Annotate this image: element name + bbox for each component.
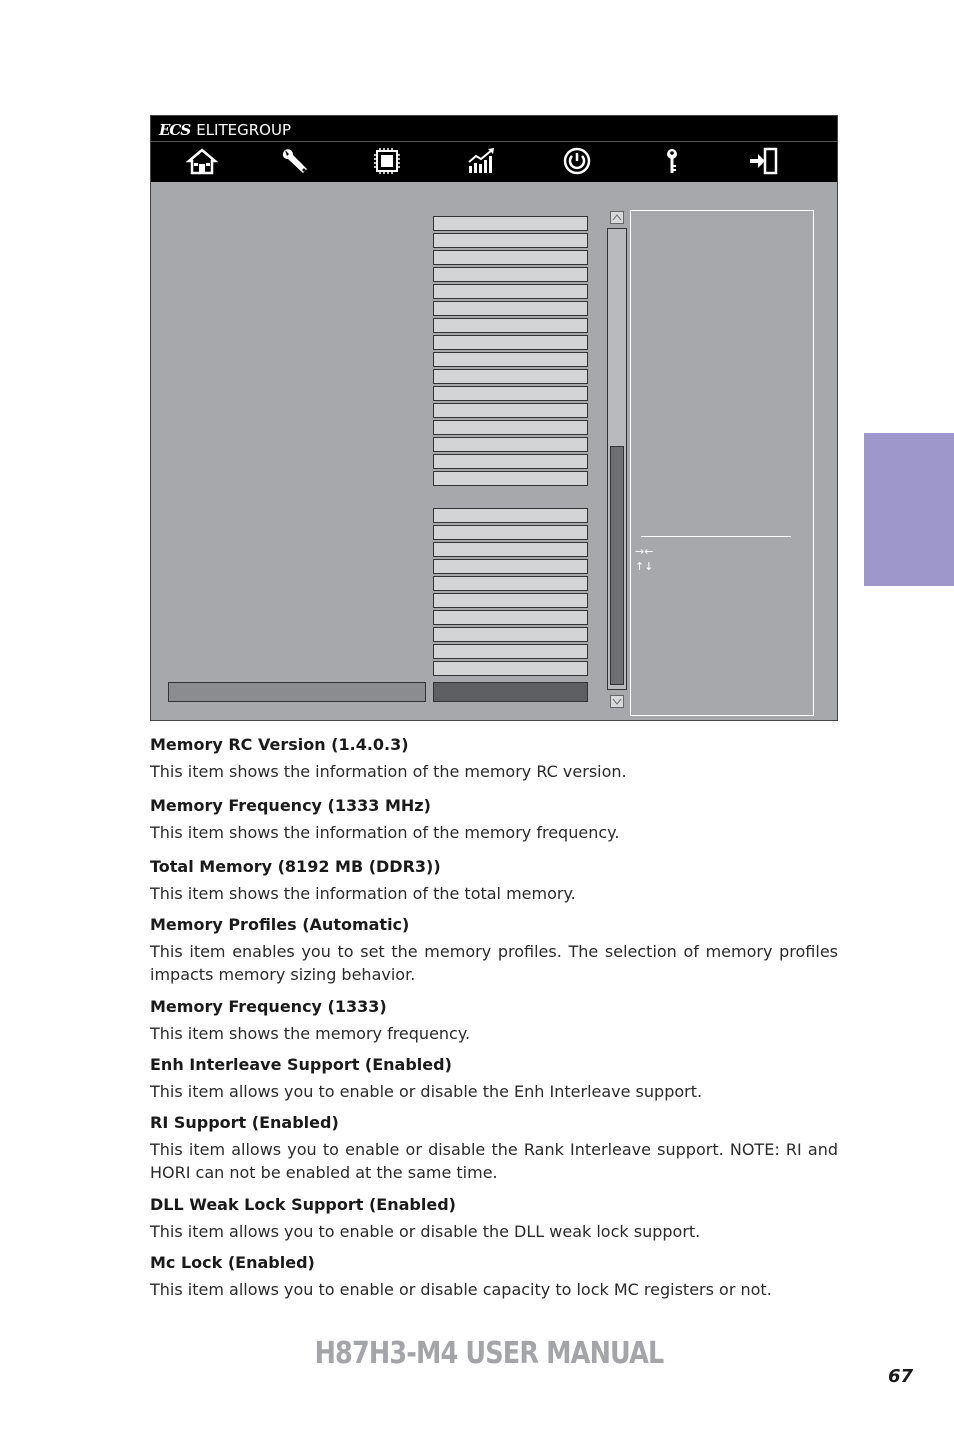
key-icon[interactable] xyxy=(656,146,688,176)
item-total-memory xyxy=(150,856,838,905)
bios-value-field xyxy=(433,420,588,435)
home-icon[interactable] xyxy=(186,146,218,176)
manual-title: H87H3-M4 USER MANUAL xyxy=(314,1336,664,1371)
item-body: This item shows the memory frequency. xyxy=(150,1024,471,1043)
bios-value-field xyxy=(433,284,588,299)
chip-icon[interactable] xyxy=(371,146,403,176)
bios-value-field[interactable] xyxy=(433,542,588,557)
bios-value-field xyxy=(433,301,588,316)
help-key-up-down: ↑↓ xyxy=(635,560,654,573)
item-title: Memory Frequency (1333 MHz) xyxy=(150,796,431,815)
wrench-icon[interactable] xyxy=(279,146,311,176)
item-body: This item shows the information of the total memory. xyxy=(150,884,576,903)
bios-value-field[interactable] xyxy=(433,610,588,625)
bios-screenshot xyxy=(150,115,838,721)
chapter-side-tab xyxy=(864,433,954,586)
bios-value-field xyxy=(433,318,588,333)
bios-value-field xyxy=(433,267,588,282)
item-memory-profiles xyxy=(150,914,838,986)
item-mc-lock xyxy=(150,1252,838,1301)
page-number: 67 xyxy=(888,1366,914,1387)
bios-value-field[interactable] xyxy=(433,576,588,591)
item-dll-weak-lock xyxy=(150,1194,838,1243)
item-ri-support xyxy=(150,1112,838,1184)
ecs-logo-text: ELITEGROUP xyxy=(196,121,291,139)
selected-item-value-bar[interactable] xyxy=(433,682,588,702)
bios-value-field[interactable] xyxy=(433,661,588,676)
help-key-left-right: →← xyxy=(635,545,654,558)
power-icon[interactable] xyxy=(561,146,593,176)
bios-value-field xyxy=(433,369,588,384)
ecs-logo xyxy=(159,120,291,140)
scroll-down-button[interactable] xyxy=(610,695,624,708)
item-enh-interleave xyxy=(150,1054,838,1103)
bios-value-field[interactable] xyxy=(433,627,588,642)
bios-value-field xyxy=(433,250,588,265)
scrollbar-thumb[interactable] xyxy=(610,446,624,685)
item-body: This item enables you to set the memory profiles. The selection of memory profiles impacts memory sizing behavior. xyxy=(150,942,838,984)
bios-value-field xyxy=(433,403,588,418)
header-divider xyxy=(151,141,837,142)
item-memory-frequency-info xyxy=(150,795,838,844)
item-body: This item shows the information of the memory frequency. xyxy=(150,823,620,842)
item-memory-rc-version xyxy=(150,734,838,783)
bios-value-field[interactable] xyxy=(433,559,588,574)
item-title: Memory Profiles (Automatic) xyxy=(150,915,410,934)
bios-value-field[interactable] xyxy=(433,525,588,540)
item-title: Total Memory (8192 MB (DDR3)) xyxy=(150,857,441,876)
item-body: This item shows the information of the memory RC version. xyxy=(150,762,627,781)
item-title: RI Support (Enabled) xyxy=(150,1113,339,1132)
item-title: Mc Lock (Enabled) xyxy=(150,1253,315,1272)
bios-value-field xyxy=(433,335,588,350)
bios-value-field xyxy=(433,352,588,367)
selected-item-label-bar[interactable] xyxy=(168,682,426,702)
exit-icon[interactable] xyxy=(748,146,780,176)
item-title: Enh Interleave Support (Enabled) xyxy=(150,1055,452,1074)
bios-value-field xyxy=(433,437,588,452)
bios-value-field[interactable] xyxy=(433,644,588,659)
item-body: This item allows you to enable or disable capacity to lock MC registers or not. xyxy=(150,1280,772,1299)
item-title: Memory RC Version (1.4.0.3) xyxy=(150,735,409,754)
help-key-legend xyxy=(635,544,653,574)
item-title: Memory Frequency (1333) xyxy=(150,997,387,1016)
bios-value-field[interactable] xyxy=(433,593,588,608)
item-memory-frequency xyxy=(150,996,838,1045)
bios-value-field xyxy=(433,471,588,486)
bios-value-field[interactable] xyxy=(433,508,588,523)
bios-value-field xyxy=(433,233,588,248)
item-body: This item allows you to enable or disable the Rank Interleave support. NOTE: RI and HORI can not be enabled at the same time. xyxy=(150,1140,838,1182)
item-title: DLL Weak Lock Support (Enabled) xyxy=(150,1195,456,1214)
item-body: This item allows you to enable or disable the DLL weak lock support. xyxy=(150,1222,701,1241)
scroll-up-button[interactable] xyxy=(610,211,624,224)
bios-header xyxy=(151,116,837,182)
help-panel xyxy=(630,210,814,716)
bios-value-field xyxy=(433,386,588,401)
chart-icon[interactable] xyxy=(466,146,498,176)
help-divider xyxy=(641,536,791,537)
item-body: This item allows you to enable or disable the Enh Interleave support. xyxy=(150,1082,703,1101)
bios-value-field xyxy=(433,454,588,469)
bios-value-field xyxy=(433,216,588,231)
ecs-logo-mark: ECS xyxy=(159,121,191,139)
